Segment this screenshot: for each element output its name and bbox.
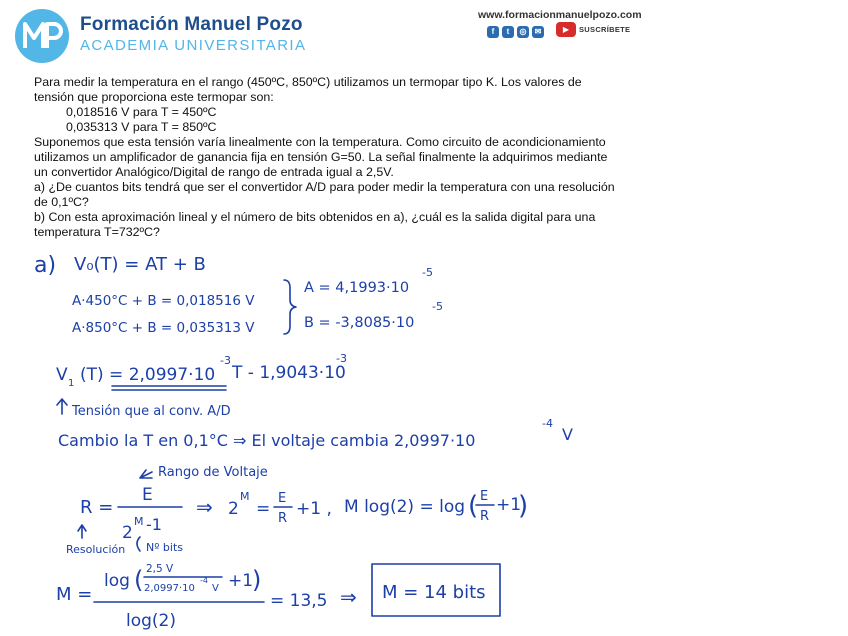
equation-1: A·450°C + B = 0,018516 V [72,293,255,309]
youtube-icon: ▶ [556,22,576,37]
log-paren-close: ) [518,491,529,521]
pow-equals: = [256,499,271,519]
pow-fraction-num: E [278,491,287,506]
m-inner-numerator: 2,5 V [146,563,174,575]
statement-line: b) Con esta aproximación lineal y el número de bits obtenidos en a), ¿cuál es la salida digital para una [34,210,596,224]
r-lhs: R = [80,497,114,518]
r-numerator: E [142,485,153,505]
final-answer: M = 14 bits [382,582,486,603]
v1-subscript: 1 [68,378,75,389]
m-inner-denominator: 2,0997·10 [144,583,195,594]
range-arrow [140,470,152,478]
pow-exponent: M [240,490,250,503]
m-paren-close: ) [252,566,262,594]
m-numerator-log: log [104,571,130,591]
implies-2: ⇒ [340,585,357,609]
equation-2: A·850°C + B = 0,035313 V [72,320,255,336]
model-equation: V₀(T) = AT + B [74,254,206,275]
brand-title: Formación Manuel Pozo [80,14,303,35]
note-arrow [57,399,67,414]
instagram-icon[interactable]: ◎ [517,26,529,38]
statement-line: 0,035313 V para T = 850ºC [66,120,217,134]
change-statement: Cambio la T en 0,1°C ⇒ El voltaje cambia 2,0997·10 [58,431,476,450]
system-brace [284,280,296,334]
v1-note: Tensión que al conv. A/D [72,404,231,419]
a-value: A = 4,1993·10 [304,280,410,296]
log-fraction-num: E [480,489,489,504]
log-paren-open: ( [468,491,479,521]
part-label: a) [34,253,57,278]
change-unit: V [562,425,573,444]
statement-line: de 0,1ºC? [34,195,89,209]
m-paren-open: ( [134,566,144,594]
statement-line: a) ¿De cuantos bits tendrá que ser el convertidor A/D para poder medir la temperatura con una resolución [34,180,615,194]
m-numerator-rest: +1 [228,571,254,591]
m-inner-denominator-exp: -4 [200,576,208,585]
v1-underline [112,386,226,390]
log-rest: +1 [496,495,522,515]
log-equation: M log(2) = log [344,497,466,517]
implies-1: ⇒ [196,495,213,519]
a-exponent: -5 [422,266,433,279]
statement-line: tensión que proporciona este termopar son: [34,90,274,104]
bits-arrow [137,537,140,551]
website-link[interactable]: www.formacionmanuelpozo.com [478,9,642,21]
change-exponent: -4 [542,417,553,430]
b-exponent: -5 [432,300,443,313]
res-arrow [78,525,86,538]
m-inner-denominator-unit: V [212,583,219,594]
r-denominator: 2 [122,523,133,543]
statement-line: Para medir la temperatura en el rango (450ºC, 850ºC) utilizamos un termopar tipo K. Los valores de [34,75,582,89]
facebook-icon[interactable]: f [487,26,499,38]
log-fraction-den: R [480,509,490,524]
r-denominator-rest: -1 [146,515,162,534]
b-value: B = -3,8085·10 [304,315,415,331]
pow-lhs: 2 [228,499,239,519]
statement-line: Suponemos que esta tensión varía linealmente con la temperatura. Como circuito de acondicionamiento [34,135,606,149]
pow-rest: +1 , [296,499,332,519]
m-lhs: M = [56,584,93,605]
statement-line: temperatura T=732ºC? [34,225,160,239]
m-denominator: log(2) [126,611,176,631]
statement-line: 0,018516 V para T = 450ºC [66,105,217,119]
statement-line: utilizamos un amplificador de ganancia fija en tensión G=50. La señal finalmente la adquirimos mediante [34,150,608,164]
v1-expression-rest: T - 1,9043·10 [232,363,346,383]
v1-exponent-2: -3 [336,352,347,365]
v1-expression: (T) = 2,0997·10 [80,365,216,385]
v1-symbol: V [56,365,68,385]
bits-note: Nº bits [146,541,183,554]
email-icon[interactable]: ✉ [532,26,544,38]
pow-fraction-den: R [278,511,288,526]
m-result: = 13,5 [270,591,328,611]
r-denominator-exp: M [134,515,144,528]
resolution-note: Resolución [66,543,126,556]
twitter-icon[interactable]: t [502,26,514,38]
v1-exponent-1: -3 [220,354,231,367]
brand-subtitle: ACADEMIA UNIVERSITARIA [80,37,307,54]
statement-line: un convertidor Analógico/Digital de rango de entrada igual a 2,5V. [34,165,394,179]
range-note: Rango de Voltaje [158,465,268,480]
subscribe-label: SUSCRÍBETE [579,25,631,34]
